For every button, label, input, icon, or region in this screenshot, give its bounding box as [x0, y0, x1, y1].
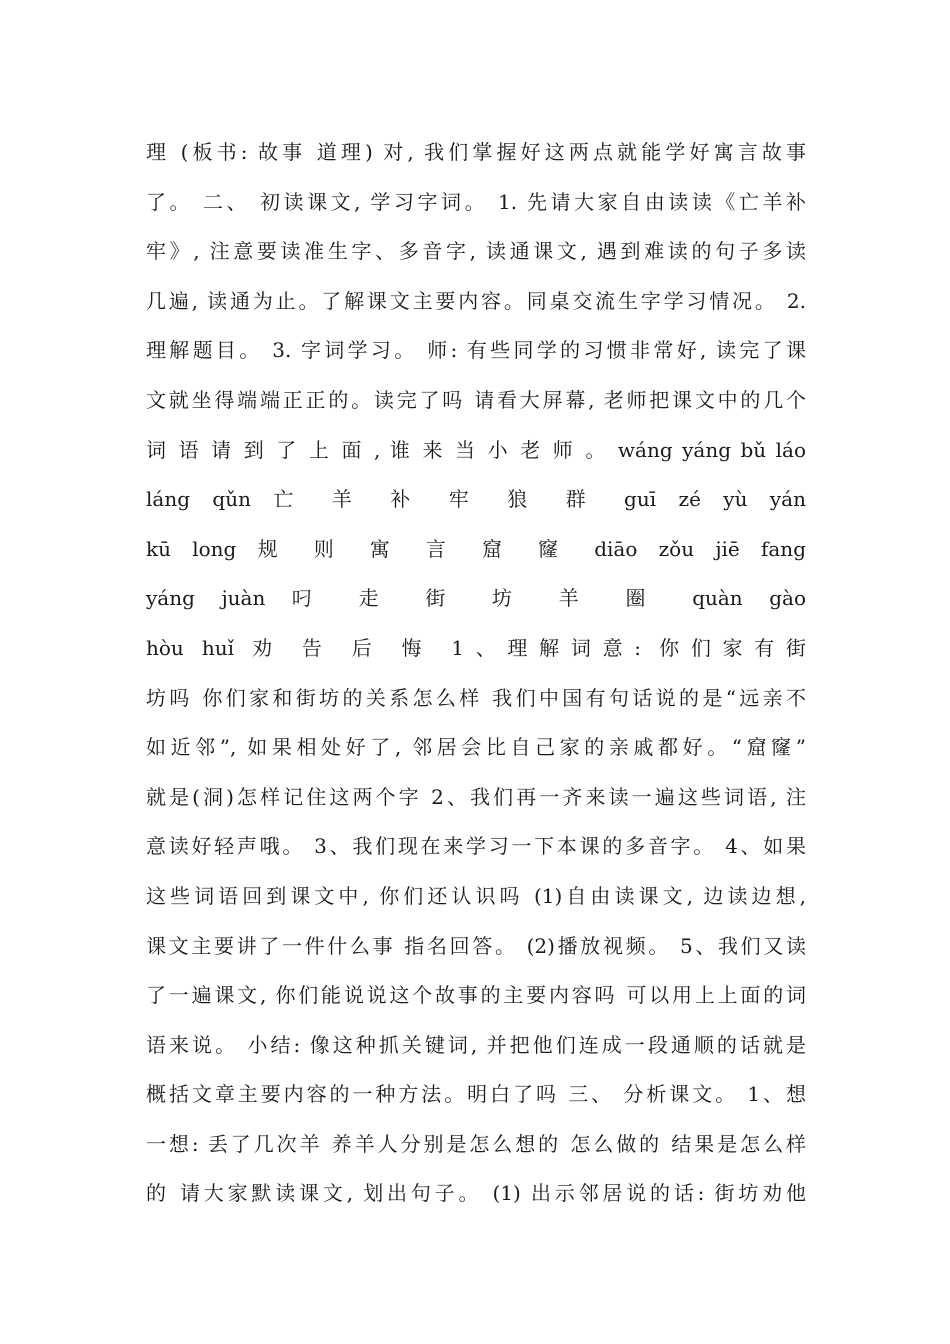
text-line: 文就坐得端端正正的。读完了吗 请看大屏幕, 老师把课文中的几个 [146, 387, 806, 412]
text-line: 了一遍课文, 你们能说说这个故事的主要内容吗 可以用上上面的词 [146, 983, 806, 1008]
text-line: 理 (板书: 故事 道理) 对, 我们掌握好这两点就能学好寓言故事 [146, 140, 806, 164]
text-line: 牢》, 注意要读准生字、多音字, 读通课文, 遇到难读的句子多读 [146, 239, 806, 264]
text-line: yáng juàn 叼 走 街 坊 羊 圈 quàn gào [146, 586, 806, 611]
text-line: 如近邻”, 如果相处好了, 邻居会比自己家的亲戚都好。“窟窿” [146, 735, 806, 760]
text-line: 这些词语回到课文中, 你们还认识吗 (1)自由读课文, 边读边想, [146, 883, 806, 908]
text-line: láng qǔn 亡 羊 补 牢 狼 群 guī zé yù yán [146, 487, 806, 512]
text-line: 几遍, 读通为止。了解课文主要内容。同桌交流生字学习情况。 2. [146, 288, 806, 313]
text-line: 意读好轻声哦。 3、我们现在来学习一下本课的多音字。 4、如果 [146, 834, 806, 859]
text-line: 概括文章主要内容的一种方法。明白了吗 三、 分析课文。 1、想 [146, 1082, 806, 1107]
text-line: 坊吗 你们家和街坊的关系怎么样 我们中国有句话说的是“远亲不 [146, 685, 806, 710]
text-line: 词 语 请 到 了 上 面 , 谁 来 当 小 老 师 。 wáng yáng bǔ láo [146, 437, 806, 462]
text-line: kū long 规 则 寓 言 窟 窿 diāo zǒu jiē fang [146, 536, 806, 561]
text-line: 一想: 丢了几次羊 养羊人分别是怎么想的 怎么做的 结果是怎么样 [146, 1131, 806, 1156]
text-line: 语来说。 小结: 像这种抓关键词, 并把他们连成一段通顺的话就是 [146, 1032, 806, 1057]
document-body [146, 132, 806, 1223]
text-line: 课文主要讲了一件什么事 指名回答。 (2)播放视频。 5、我们又读 [146, 933, 806, 958]
text-line: 了。 二、 初读课文, 学习字词。 1. 先请大家自由读读《亡羊补 [146, 189, 806, 214]
text-line: 理解题目。 3. 字词学习。 师: 有些同学的习惯非常好, 读完了课 [146, 338, 806, 363]
text-line: 的 请大家默读课文, 划出句子。 (1) 出示邻居说的话: 街坊劝他 [146, 1181, 806, 1206]
text-line: hòu huǐ 劝 告 后 悔 1、理解词意: 你们家有街 [146, 635, 806, 660]
text-line: 就是(洞)怎样记住这两个字 2、我们再一齐来读一遍这些词语, 注 [146, 784, 806, 809]
